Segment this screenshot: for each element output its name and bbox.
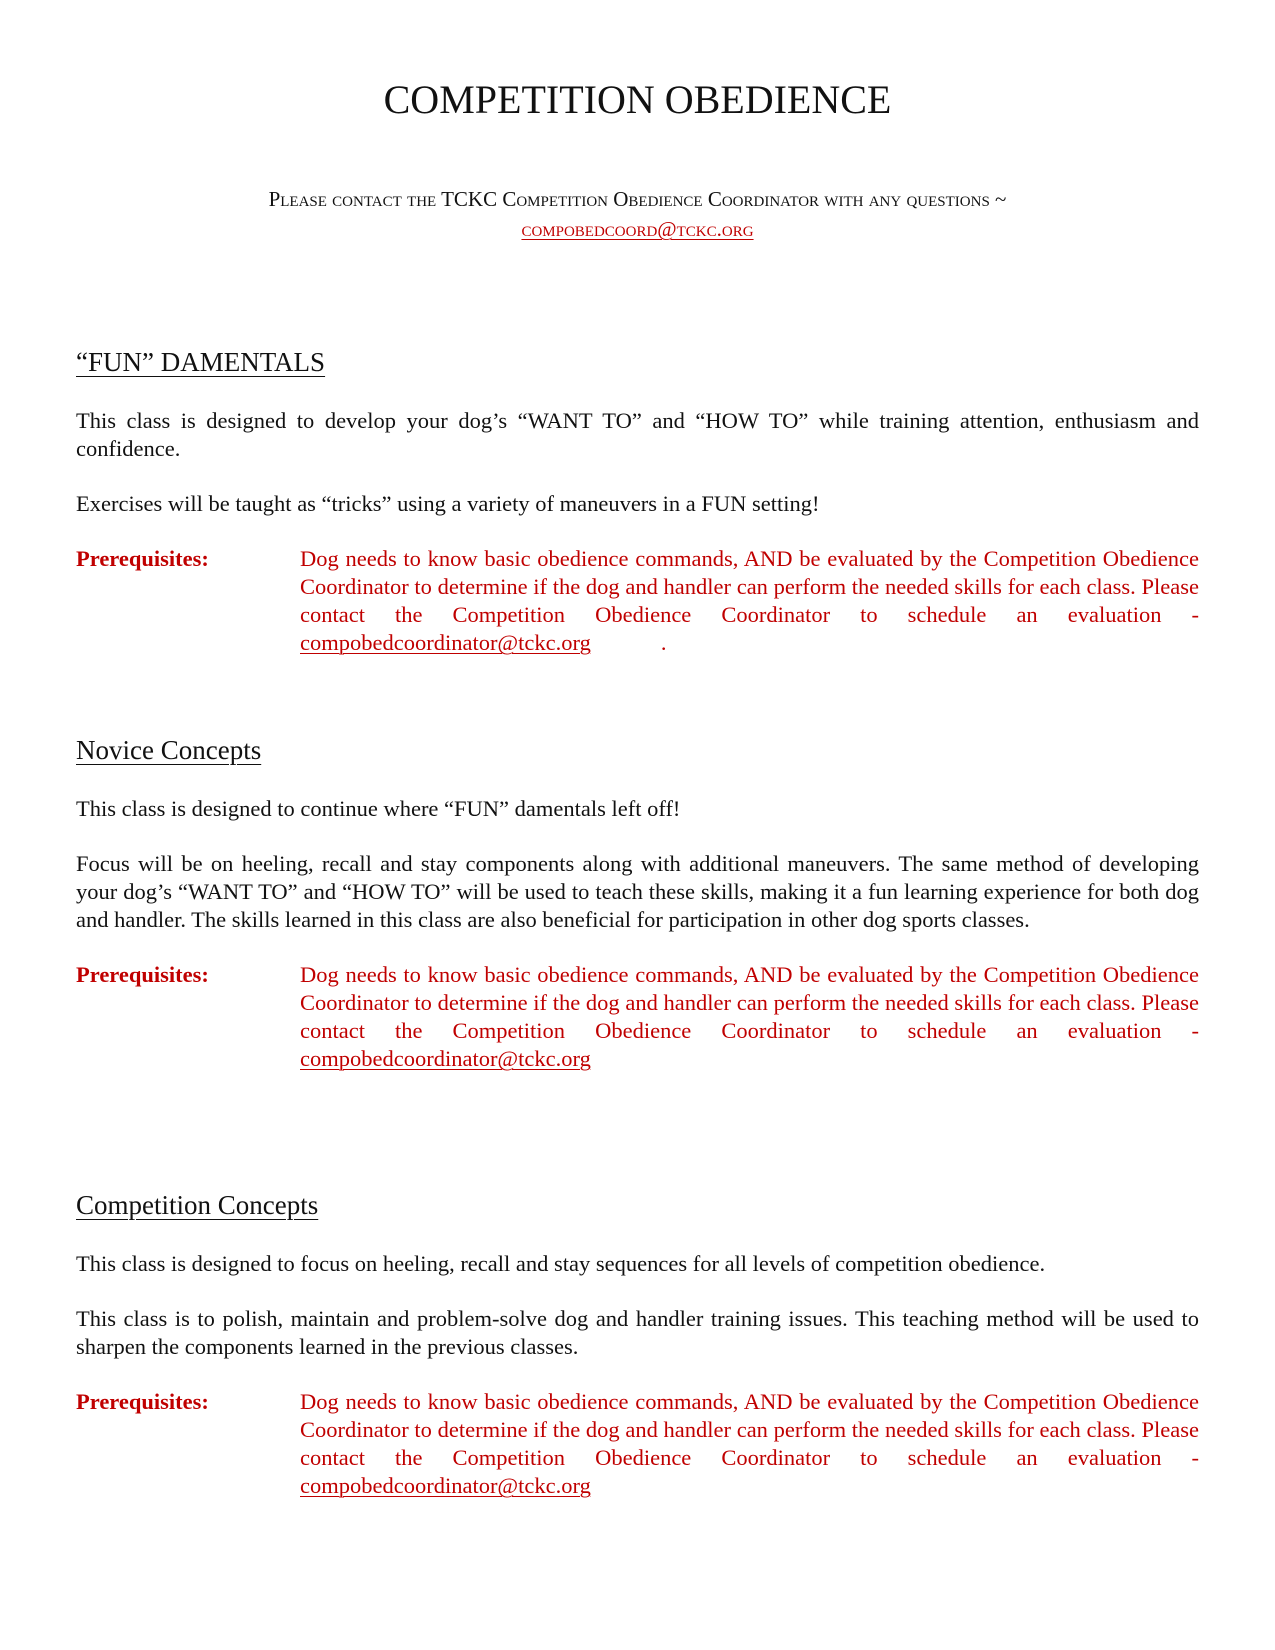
- prerequisites-text: Dog needs to know basic obedience commands, AND be evaluated by the Competition Obedience Coordinator to determine if the dog and handler can perform the needed skills for each class. Please contact the Competition Obedience Coordinator to schedule an evaluation -: [300, 546, 1199, 627]
- section-heading: Competition Concepts: [76, 1190, 319, 1220]
- section-paragraph: Exercises will be taught as “tricks” using a variety of maneuvers in a FUN setting!: [76, 491, 820, 516]
- coordinator-email-link[interactable]: compobedcoordinator@tckc.org: [300, 1473, 591, 1498]
- page-title: COMPETITION OBEDIENCE: [383, 77, 892, 122]
- trailing-period: .: [660, 630, 667, 655]
- section-paragraph: This class is designed to develop your dog’s “WANT TO” and “HOW TO” while training attention, enthusiasm and confidence.: [76, 408, 1199, 461]
- prerequisites-block: [76, 545, 1199, 657]
- section-paragraph: This class is designed to continue where “FUN” damentals left off!: [76, 796, 681, 821]
- contact-block: [0, 184, 1275, 244]
- prerequisites-text: Dog needs to know basic obedience commands, AND be evaluated by the Competition Obedience Coordinator to determine if the dog and handler can perform the needed skills for each class. Please contact the Competition Obedience Coordinator to schedule an evaluation -: [300, 962, 1199, 1043]
- prerequisites-label: Prerequisites:: [76, 546, 209, 571]
- section-heading: “FUN” DAMENTALS: [76, 347, 326, 377]
- prerequisites-text: Dog needs to know basic obedience commands, AND be evaluated by the Competition Obedience Coordinator to determine if the dog and handler can perform the needed skills for each class. Please contact the Competition Obedience Coordinator to schedule an evaluation -: [300, 1389, 1199, 1470]
- coordinator-email-link[interactable]: compobedcoordinator@tckc.org: [300, 630, 591, 655]
- section-fundamentals: [76, 345, 1199, 657]
- section-paragraph: This class is designed to focus on heeling, recall and stay sequences for all levels of competition obedience.: [76, 1251, 1046, 1276]
- contact-email-link[interactable]: compobedcoord@tckc.org: [521, 217, 754, 241]
- prerequisites-label: Prerequisites:: [76, 962, 209, 987]
- section-paragraph: This class is to polish, maintain and problem-solve dog and handler training issues. This teaching method will be used to sharpen the components learned in the previous classes.: [76, 1306, 1199, 1359]
- section-heading: Novice Concepts: [76, 735, 262, 765]
- coordinator-email-link[interactable]: compobedcoordinator@tckc.org: [300, 1046, 591, 1071]
- section-competition-concepts: [76, 1188, 1199, 1500]
- section-novice-concepts: [76, 733, 1199, 1073]
- prerequisites-block: [76, 961, 1199, 1073]
- prerequisites-label: Prerequisites:: [76, 1389, 209, 1414]
- contact-line: Please contact the TCKC Competition Obedience Coordinator with any questions ~: [268, 187, 1007, 211]
- section-paragraph: Focus will be on heeling, recall and stay components along with additional maneuvers. The same method of developing your dog’s “WANT TO” and “HOW TO” will be used to teach these skills, making it a fun learning experience for both dog and handler. The skills learned in this class are also beneficial for participation in other dog sports classes.: [76, 851, 1199, 932]
- prerequisites-block: [76, 1388, 1199, 1500]
